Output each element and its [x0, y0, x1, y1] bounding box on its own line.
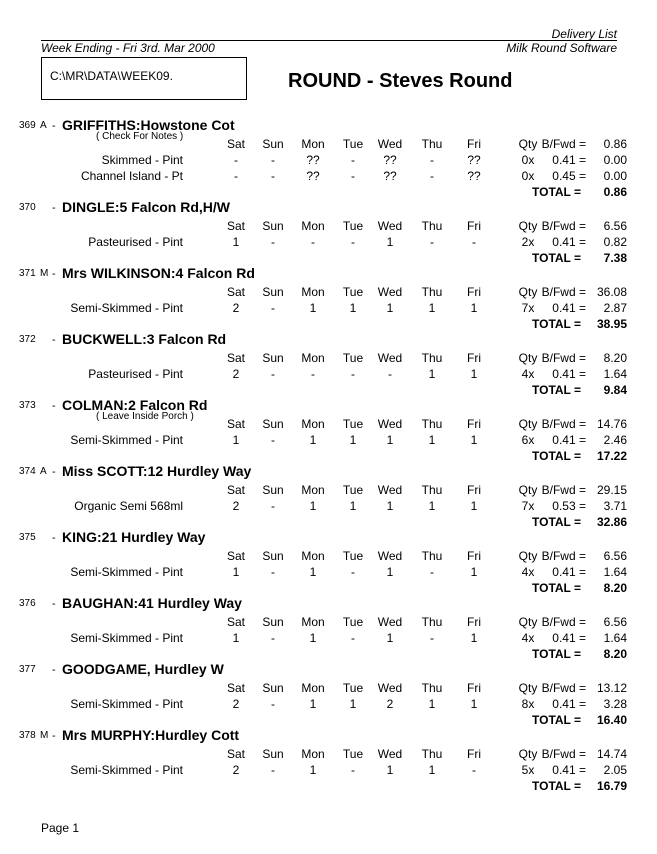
bfwd-value: 0.86 [603, 137, 627, 151]
day-header-sun: Sun [262, 681, 284, 695]
day-header-fri: Fri [467, 285, 481, 299]
software-name: Milk Round Software [506, 41, 617, 55]
total-value: 9.84 [603, 383, 627, 397]
total-label: TOTAL = [532, 581, 582, 595]
item-qty: 5x [521, 763, 535, 777]
bfwd-label: B/Fwd = [541, 747, 586, 761]
day-header-fri: Fri [467, 219, 481, 233]
day-qty: 1 [428, 763, 436, 777]
day-header-fri: Fri [467, 483, 481, 497]
day-qty: - [351, 169, 355, 183]
day-header-sun: Sun [262, 351, 284, 365]
day-qty: - [271, 631, 275, 645]
page-number: Page 1 [41, 821, 80, 835]
day-qty: - [271, 433, 275, 447]
day-qty: 1 [232, 433, 240, 447]
day-qty: - [234, 153, 238, 167]
item-price: 0.41 = [552, 153, 586, 167]
total-label: TOTAL = [532, 647, 582, 661]
item-qty: 7x [521, 499, 535, 513]
bfwd-value: 6.56 [603, 615, 627, 629]
customer-flag: M [40, 268, 49, 279]
customer-block [0, 265, 657, 334]
item-price: 0.41 = [552, 763, 586, 777]
day-header-tue: Tue [342, 549, 364, 563]
day-qty: - [271, 763, 275, 777]
day-header-mon: Mon [301, 549, 325, 563]
product-name: Pasteurised - Pint [88, 235, 183, 249]
item-price: 0.41 = [552, 565, 586, 579]
customer-note: ( Leave Inside Porch ) [96, 411, 194, 422]
day-header-wed: Wed [377, 483, 403, 497]
customer-dash: - [52, 598, 56, 610]
customer-block [0, 727, 657, 796]
day-qty: - [271, 153, 275, 167]
day-header-sat: Sat [226, 417, 246, 431]
day-header-tue: Tue [342, 747, 364, 761]
day-header-thu: Thu [421, 549, 443, 563]
bfwd-label: B/Fwd = [541, 615, 586, 629]
bfwd-value: 13.12 [596, 681, 627, 695]
qty-header: Qty [518, 285, 538, 299]
total-value: 38.95 [596, 317, 627, 331]
day-qty: 2 [232, 763, 240, 777]
qty-header: Qty [518, 483, 538, 497]
customer-dash: - [52, 202, 56, 214]
day-header-sun: Sun [262, 137, 284, 151]
customer-name: DINGLE:5 Falcon Rd,H/W [62, 199, 230, 215]
day-header-sun: Sun [262, 219, 284, 233]
item-qty: 6x [521, 433, 535, 447]
day-qty: 1 [386, 499, 394, 513]
day-qty: - [430, 235, 434, 249]
day-qty: ?? [383, 169, 397, 183]
day-header-sat: Sat [226, 615, 246, 629]
customer-name: GOODGAME, Hurdley W [62, 661, 224, 677]
day-qty: 1 [232, 565, 240, 579]
day-qty: - [271, 169, 275, 183]
qty-header: Qty [518, 747, 538, 761]
customer-number: 370 [19, 202, 36, 213]
day-header-sat: Sat [226, 285, 246, 299]
customer-flag: A [40, 466, 47, 477]
day-header-thu: Thu [421, 351, 443, 365]
day-qty: ?? [467, 153, 481, 167]
customer-number: 371 [19, 268, 36, 279]
item-price: 0.53 = [552, 499, 586, 513]
day-header-thu: Thu [421, 483, 443, 497]
day-qty: - [311, 235, 315, 249]
day-qty: - [351, 631, 355, 645]
day-header-wed: Wed [377, 417, 403, 431]
total-value: 16.79 [596, 779, 627, 793]
data-path-box [41, 57, 247, 100]
day-qty: 1 [232, 631, 240, 645]
day-header-tue: Tue [342, 285, 364, 299]
customer-number: 377 [19, 664, 36, 675]
customer-number: 375 [19, 532, 36, 543]
bfwd-label: B/Fwd = [541, 351, 586, 365]
day-header-sun: Sun [262, 747, 284, 761]
day-qty: - [234, 169, 238, 183]
bfwd-value: 14.76 [596, 417, 627, 431]
customer-block [0, 529, 657, 598]
item-qty: 4x [521, 631, 535, 645]
product-name: Semi-Skimmed - Pint [70, 697, 183, 711]
item-amount: 2.46 [603, 433, 627, 447]
customer-number: 369 [19, 120, 36, 131]
day-header-tue: Tue [342, 351, 364, 365]
day-qty: - [311, 367, 315, 381]
item-price: 0.41 = [552, 697, 586, 711]
day-qty: 1 [386, 631, 394, 645]
qty-header: Qty [518, 681, 538, 695]
customer-flag: M [40, 730, 49, 741]
total-value: 8.20 [603, 581, 627, 595]
item-qty: 0x [521, 153, 535, 167]
day-qty: 1 [428, 433, 436, 447]
bfwd-label: B/Fwd = [541, 483, 586, 497]
product-name: Channel Island - Pt [80, 169, 183, 183]
item-price: 0.41 = [552, 235, 586, 249]
bfwd-label: B/Fwd = [541, 219, 586, 233]
doc-type: Delivery List [551, 27, 617, 41]
item-amount: 3.71 [603, 499, 627, 513]
product-name: Semi-Skimmed - Pint [70, 631, 183, 645]
item-qty: 0x [521, 169, 535, 183]
customer-name: Miss SCOTT:12 Hurdley Way [62, 463, 252, 479]
customer-number: 376 [19, 598, 36, 609]
customer-dash: - [52, 664, 56, 676]
day-qty: - [472, 235, 476, 249]
day-qty: 1 [470, 631, 478, 645]
day-header-mon: Mon [301, 219, 325, 233]
day-qty: - [271, 697, 275, 711]
day-header-thu: Thu [421, 681, 443, 695]
total-value: 8.20 [603, 647, 627, 661]
day-header-thu: Thu [421, 219, 443, 233]
day-qty: - [472, 763, 476, 777]
item-qty: 4x [521, 367, 535, 381]
total-label: TOTAL = [532, 515, 582, 529]
product-name: Semi-Skimmed - Pint [70, 433, 183, 447]
day-header-fri: Fri [467, 747, 481, 761]
total-label: TOTAL = [532, 185, 582, 199]
total-label: TOTAL = [532, 713, 582, 727]
qty-header: Qty [518, 351, 538, 365]
day-qty: - [430, 631, 434, 645]
customer-dash: - [52, 730, 56, 742]
total-label: TOTAL = [532, 251, 582, 265]
day-qty: 1 [232, 235, 240, 249]
qty-header: Qty [518, 549, 538, 563]
customer-block [0, 463, 657, 532]
day-header-wed: Wed [377, 285, 403, 299]
item-amount: 1.64 [603, 565, 627, 579]
day-qty: - [351, 763, 355, 777]
day-qty: - [271, 367, 275, 381]
item-amount: 1.64 [603, 631, 627, 645]
item-amount: 2.05 [603, 763, 627, 777]
day-qty: ?? [306, 153, 320, 167]
customer-block [0, 595, 657, 664]
bfwd-value: 29.15 [596, 483, 627, 497]
day-qty: ?? [383, 153, 397, 167]
day-qty: - [271, 235, 275, 249]
day-header-fri: Fri [467, 417, 481, 431]
day-qty: - [271, 499, 275, 513]
day-header-tue: Tue [342, 615, 364, 629]
bfwd-label: B/Fwd = [541, 285, 586, 299]
customer-note: ( Check For Notes ) [96, 131, 184, 142]
day-qty: 2 [386, 697, 394, 711]
total-value: 32.86 [596, 515, 627, 529]
day-qty: 1 [349, 433, 357, 447]
day-header-tue: Tue [342, 483, 364, 497]
qty-header: Qty [518, 417, 538, 431]
item-amount: 1.64 [603, 367, 627, 381]
customer-name: GRIFFITHS:Howstone Cot [62, 117, 235, 133]
customer-dash: - [52, 334, 56, 346]
item-price: 0.41 = [552, 367, 586, 381]
day-qty: 1 [470, 499, 478, 513]
day-qty: 1 [470, 433, 478, 447]
qty-header: Qty [518, 137, 538, 151]
item-amount: 0.00 [603, 169, 627, 183]
day-qty: 1 [386, 565, 394, 579]
day-qty: 1 [428, 499, 436, 513]
day-qty: 1 [309, 499, 317, 513]
customer-name: BUCKWELL:3 Falcon Rd [62, 331, 227, 347]
item-price: 0.41 = [552, 433, 586, 447]
day-header-mon: Mon [301, 747, 325, 761]
day-qty: 1 [470, 301, 478, 315]
day-header-tue: Tue [342, 417, 364, 431]
qty-header: Qty [518, 615, 538, 629]
day-qty: - [430, 169, 434, 183]
total-label: TOTAL = [532, 449, 582, 463]
day-qty: 1 [428, 301, 436, 315]
day-header-sat: Sat [226, 483, 246, 497]
round-title: ROUND - Steves Round [288, 70, 513, 92]
customer-dash: - [52, 532, 56, 544]
day-header-wed: Wed [377, 137, 403, 151]
customer-name: COLMAN:2 Falcon Rd [62, 397, 208, 413]
day-qty: 2 [232, 697, 240, 711]
week-ending: Week Ending - Fri 3rd. Mar 2000 [41, 41, 215, 55]
day-qty: - [351, 367, 355, 381]
day-qty: 2 [232, 499, 240, 513]
day-header-mon: Mon [301, 615, 325, 629]
total-label: TOTAL = [532, 317, 582, 331]
customer-block [0, 397, 657, 466]
customer-block [0, 117, 657, 199]
day-qty: - [430, 153, 434, 167]
bfwd-value: 6.56 [603, 219, 627, 233]
day-header-sun: Sun [262, 549, 284, 563]
day-header-sat: Sat [226, 219, 246, 233]
day-qty: 1 [428, 367, 436, 381]
product-name: Skimmed - Pint [101, 153, 183, 167]
product-name: Semi-Skimmed - Pint [70, 301, 183, 315]
total-value: 16.40 [596, 713, 627, 727]
day-header-mon: Mon [301, 417, 325, 431]
bfwd-value: 14.74 [596, 747, 627, 761]
day-header-sun: Sun [262, 483, 284, 497]
customer-block [0, 331, 657, 400]
day-qty: 1 [309, 763, 317, 777]
day-header-fri: Fri [467, 549, 481, 563]
customer-name: KING:21 Hurdley Way [62, 529, 206, 545]
product-name: Organic Semi 568ml [74, 499, 183, 513]
day-header-mon: Mon [301, 681, 325, 695]
day-qty: 1 [309, 697, 317, 711]
day-header-sun: Sun [262, 285, 284, 299]
day-header-fri: Fri [467, 681, 481, 695]
day-qty: 1 [309, 631, 317, 645]
product-name: Semi-Skimmed - Pint [70, 565, 183, 579]
day-header-sat: Sat [226, 747, 246, 761]
customer-dash: - [52, 120, 56, 132]
item-qty: 7x [521, 301, 535, 315]
day-qty: 1 [470, 697, 478, 711]
customer-name: Mrs MURPHY:Hurdley Cott [62, 727, 240, 743]
day-header-wed: Wed [377, 681, 403, 695]
customer-dash: - [52, 466, 56, 478]
day-qty: 1 [309, 301, 317, 315]
total-value: 7.38 [603, 251, 627, 265]
day-header-thu: Thu [421, 615, 443, 629]
day-header-tue: Tue [342, 219, 364, 233]
day-qty: 1 [470, 367, 478, 381]
customer-name: BAUGHAN:41 Hurdley Way [62, 595, 242, 611]
day-header-wed: Wed [377, 351, 403, 365]
day-header-tue: Tue [342, 137, 364, 151]
day-qty: - [351, 235, 355, 249]
day-qty: 1 [349, 697, 357, 711]
item-qty: 8x [521, 697, 535, 711]
bfwd-label: B/Fwd = [541, 417, 586, 431]
day-qty: ?? [306, 169, 320, 183]
day-qty: - [271, 565, 275, 579]
day-header-sat: Sat [226, 137, 246, 151]
day-header-fri: Fri [467, 351, 481, 365]
day-qty: ?? [467, 169, 481, 183]
item-amount: 2.87 [603, 301, 627, 315]
item-amount: 3.28 [603, 697, 627, 711]
day-qty: 1 [386, 301, 394, 315]
day-header-thu: Thu [421, 747, 443, 761]
day-header-thu: Thu [421, 285, 443, 299]
day-qty: 2 [232, 301, 240, 315]
customer-dash: - [52, 400, 56, 412]
day-qty: - [351, 565, 355, 579]
bfwd-value: 6.56 [603, 549, 627, 563]
bfwd-label: B/Fwd = [541, 137, 586, 151]
day-header-tue: Tue [342, 681, 364, 695]
day-header-mon: Mon [301, 483, 325, 497]
day-qty: 1 [309, 565, 317, 579]
day-qty: - [388, 367, 392, 381]
day-header-mon: Mon [301, 137, 325, 151]
item-amount: 0.82 [603, 235, 627, 249]
customer-flag: A [40, 120, 47, 131]
day-header-sat: Sat [226, 681, 246, 695]
day-header-thu: Thu [421, 417, 443, 431]
item-price: 0.45 = [552, 169, 586, 183]
item-price: 0.41 = [552, 631, 586, 645]
bfwd-label: B/Fwd = [541, 681, 586, 695]
customer-block [0, 661, 657, 730]
total-value: 17.22 [596, 449, 627, 463]
day-qty: 1 [470, 565, 478, 579]
day-header-sat: Sat [226, 351, 246, 365]
qty-header: Qty [518, 219, 538, 233]
item-qty: 2x [521, 235, 535, 249]
customer-name: Mrs WILKINSON:4 Falcon Rd [62, 265, 255, 281]
customer-number: 372 [19, 334, 36, 345]
item-qty: 4x [521, 565, 535, 579]
customer-number: 373 [19, 400, 36, 411]
day-qty: - [351, 153, 355, 167]
customer-number: 378 [19, 730, 36, 741]
day-qty: - [430, 565, 434, 579]
day-qty: 2 [232, 367, 240, 381]
day-header-thu: Thu [421, 137, 443, 151]
bfwd-value: 8.20 [603, 351, 627, 365]
day-header-wed: Wed [377, 549, 403, 563]
product-name: Pasteurised - Pint [88, 367, 183, 381]
day-header-mon: Mon [301, 285, 325, 299]
day-header-sun: Sun [262, 417, 284, 431]
day-qty: 1 [349, 301, 357, 315]
day-qty: 1 [386, 235, 394, 249]
day-header-wed: Wed [377, 615, 403, 629]
day-header-sun: Sun [262, 615, 284, 629]
day-header-wed: Wed [377, 747, 403, 761]
day-qty: - [271, 301, 275, 315]
item-amount: 0.00 [603, 153, 627, 167]
day-header-mon: Mon [301, 351, 325, 365]
day-header-fri: Fri [467, 137, 481, 151]
total-value: 0.86 [603, 185, 627, 199]
bfwd-label: B/Fwd = [541, 549, 586, 563]
bfwd-value: 36.08 [596, 285, 627, 299]
data-path: C:\MR\DATA\WEEK09. [50, 69, 173, 83]
customer-block [0, 199, 657, 268]
item-price: 0.41 = [552, 301, 586, 315]
total-label: TOTAL = [532, 383, 582, 397]
day-qty: 1 [386, 763, 394, 777]
day-qty: 1 [349, 499, 357, 513]
day-qty: 1 [428, 697, 436, 711]
day-header-sat: Sat [226, 549, 246, 563]
customer-dash: - [52, 268, 56, 280]
customer-number: 374 [19, 466, 36, 477]
day-header-fri: Fri [467, 615, 481, 629]
day-header-wed: Wed [377, 219, 403, 233]
product-name: Semi-Skimmed - Pint [70, 763, 183, 777]
total-label: TOTAL = [532, 779, 582, 793]
day-qty: 1 [309, 433, 317, 447]
day-qty: 1 [386, 433, 394, 447]
